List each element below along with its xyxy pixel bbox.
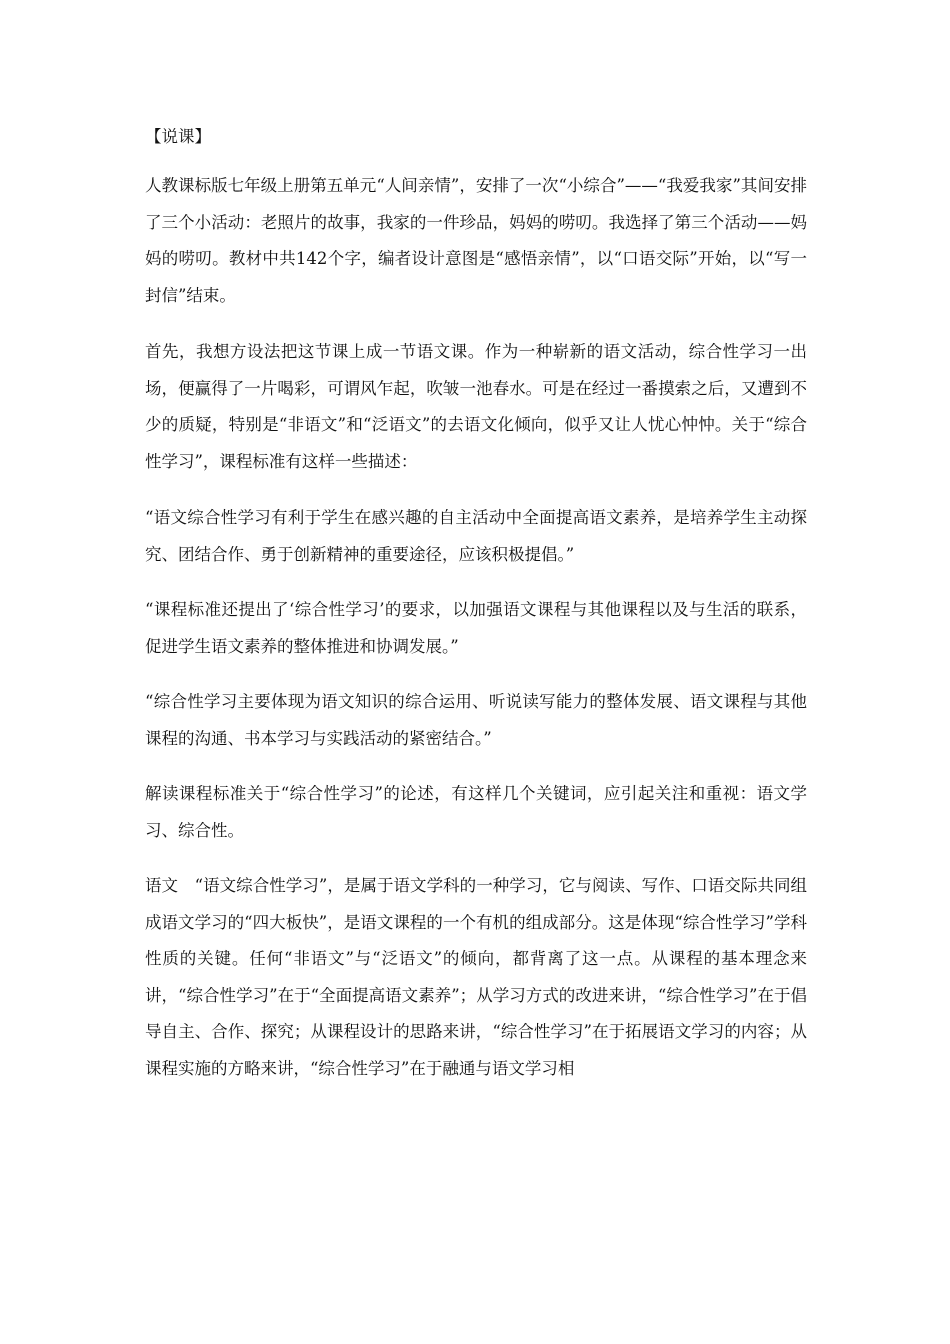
paragraph-intro: 人教课标版七年级上册第五单元“人间亲情”，安排了一次“小综合”——“我爱我家”其间安排了三个小活动：老照片的故事，我家的一件珍品，妈妈的唠叨。我选择了第三个活动——妈妈的唠叨。教材中共142个字，编者设计意图是“感悟亲情”，以“口语交际”开始，以“写一封信”结束。 — [145, 176, 807, 305]
paragraph-chinese-subject: 语文 “语文综合性学习”，是属于语文学科的一种学习，它与阅读、写作、口语交际共同组成语文学习的“四大板快”，是语文课程的一个有机的组成部分。这是体现“综合性学习”学科性质的关键。任何“非语文”与“泛语文”的倾向，都背离了这一点。从课程的基本理念来讲，“综合性学习”在于“全面提高语文素养”；从学习方式的改进来讲，“综合性学习”在于倡导自主、合作、探究；从课程设计的思路来讲，“综合性学习”在于拓展语文学习的内容；从课程实施的方略来讲，“综合性学习”在于融通与语文学习相 — [145, 876, 807, 1078]
paragraph-quote-2: “课程标准还提出了‘综合性学习’的要求，以加强语文课程与其他课程以及与生活的联系，促进学生语文素养的整体推进和协调发展。” — [145, 600, 807, 656]
paragraph-first-point: 首先，我想方设法把这节课上成一节语文课。作为一种崭新的语文活动，综合性学习一出场，便赢得了一片喝彩，可谓风乍起，吹皱一池春水。可是在经过一番摸索之后，又遭到不少的质疑，特别是“非语文”和“泛语文”的去语文化倾向，似乎又让人忧心忡忡。关于“综合性学习”，课程标准有这样一些描述： — [145, 342, 807, 471]
paragraph-quote-1: “语文综合性学习有利于学生在感兴趣的自主活动中全面提高语文素养，是培养学生主动探究、团结合作、勇于创新精神的重要途径，应该积极提倡。” — [145, 508, 807, 564]
paragraph-keywords: 解读课程标准关于“综合性学习”的论述，有这样几个关键词，应引起关注和重视：语文学习、综合性。 — [145, 784, 807, 840]
document-body — [145, 119, 807, 1107]
paragraph-quote-3: “综合性学习主要体现为语文知识的综合运用、听说读写能力的整体发展、语文课程与其他课程的沟通、书本学习与实践活动的紧密结合。” — [145, 692, 807, 748]
section-heading: 【说课】 — [145, 127, 211, 146]
